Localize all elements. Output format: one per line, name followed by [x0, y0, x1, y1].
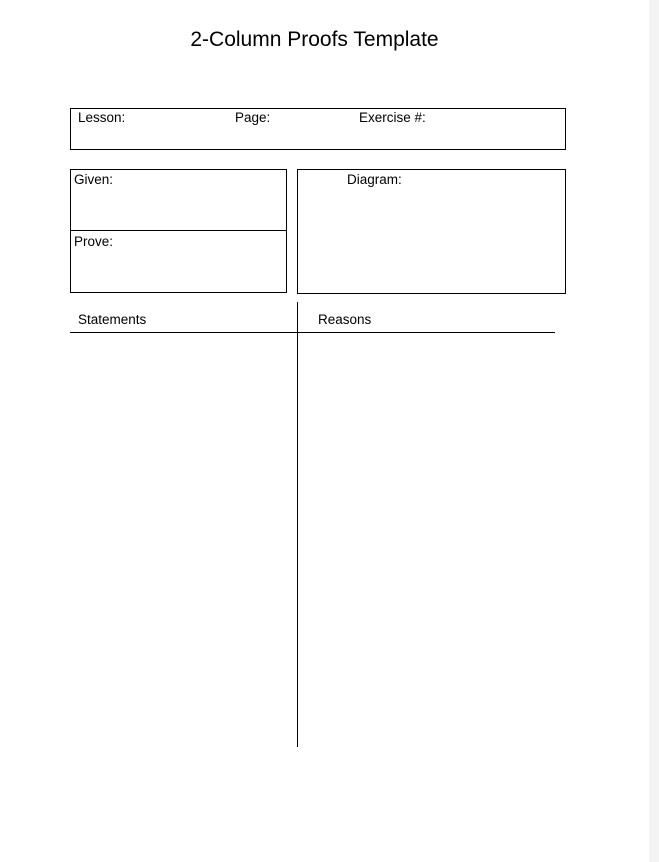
prove-label: Prove: [74, 234, 114, 249]
lesson-label: Lesson: [78, 110, 126, 125]
given-label: Given: [74, 172, 114, 187]
given-prove-box [70, 169, 287, 293]
page-label: Page: [235, 110, 271, 125]
given-prove-divider [71, 230, 286, 231]
page-edge-shade [649, 0, 659, 862]
header-info-box [70, 108, 566, 150]
exercise-label: Exercise #: [359, 110, 426, 125]
diagram-label: Diagram: [347, 172, 402, 187]
statements-header: Statements [78, 312, 147, 327]
proof-table-column-divider [297, 302, 298, 747]
diagram-box [297, 169, 566, 294]
proof-table-header-rule [70, 332, 555, 333]
reasons-header: Reasons [318, 312, 372, 327]
page-title: 2-Column Proofs Template [190, 28, 439, 51]
